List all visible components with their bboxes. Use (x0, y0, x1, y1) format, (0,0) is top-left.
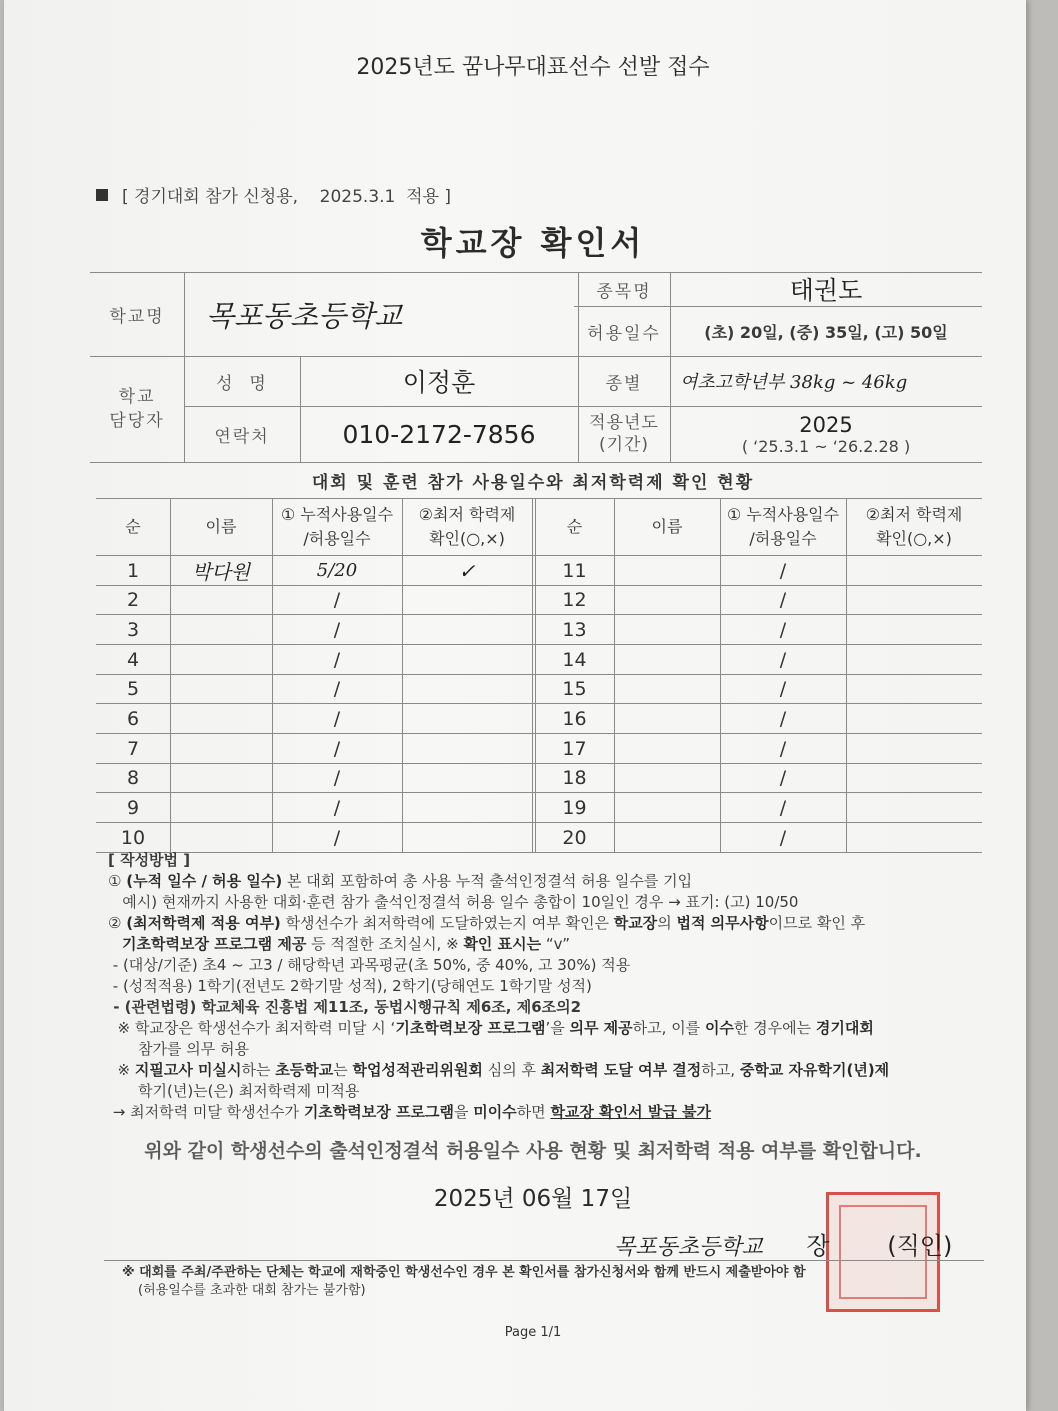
confirmation-statement: 위와 같이 학생선수의 출석인정결석 허용일수 사용 현황 및 최저학력 적용 여부를 확인합니다. (144, 1140, 922, 1162)
row-no: 18 (562, 767, 587, 789)
note-4-cont: 학기(년)는(은) 최저학력제 미적용 (138, 1082, 360, 1100)
header-no-right: 순 (566, 517, 583, 536)
note-2-cont: 기초학력보장 프로그램 제공 등 적절한 조치실시, ※ 확인 표시는 “v” (122, 935, 571, 953)
header-name-right: 이름 (651, 517, 683, 536)
footer-line-2: (허용일수를 초과한 대회 참가는 불가함) (138, 1283, 366, 1298)
row-days: / (333, 678, 341, 700)
note-3: ※ 학교장은 학생선수가 최저학력 미달 시 ‘기초학력보장 프로그램’을 의무 제공하고, 이를 이수한 경우에는 경기대회 (108, 1019, 874, 1037)
sport-label: 종목명 (596, 281, 652, 302)
manager-label: 학교 담당자 (109, 387, 165, 431)
row-no: 9 (126, 796, 140, 819)
row-no: 8 (126, 767, 140, 789)
row-days: / (779, 796, 787, 819)
name-label: 성 명 (216, 373, 268, 394)
header-days-left: ① 누적사용일수 /허용일수 (280, 505, 394, 548)
row-days: / (333, 589, 341, 611)
row-days: / (333, 796, 341, 819)
year-period: ( ‘25.3.1 ~ ‘26.2.28 ) (741, 436, 911, 456)
contact-label: 연락처 (214, 426, 270, 447)
year-value: 2025 (799, 412, 853, 437)
row-days: / (779, 618, 787, 641)
row-no: 20 (562, 826, 587, 849)
allowed-days-value: (초) 20일, (중) 35일, (고) 50일 (704, 322, 948, 342)
row-days: / (333, 707, 341, 730)
note-1: ① (누적 일수 / 허용 일수) 본 대회 포함하여 총 사용 누적 출석인정결석 허용 일수를 기입 (108, 872, 693, 890)
row-days: 5/20 (316, 560, 358, 581)
row-days: / (779, 678, 787, 700)
note-1-example: 예시) 현재까지 사용한 대회·훈련 참가 출석인정결석 허용 일수 총합이 10일인 경우 → 표기: (고) 10/50 (108, 893, 799, 911)
document-subtitle (96, 182, 451, 207)
category-value: 여초고학년부 38kg ~ 46kg (680, 372, 908, 393)
footer-note (122, 1264, 982, 1300)
note-law: - (관련법령) 학교체육 진흥법 제11조, 동법시행규칙 제6조, 제6조의2 (108, 998, 582, 1016)
header-name-left: 이름 (205, 517, 237, 536)
row-days: / (779, 648, 787, 671)
instructions-section (108, 850, 988, 1123)
row-no: 19 (562, 796, 587, 819)
note-3-cont: 참가를 의무 허용 (138, 1040, 249, 1058)
bullet-square-icon (96, 189, 108, 201)
signature-line (614, 1226, 952, 1261)
row-days: / (779, 707, 787, 730)
contact-value: 010-2172-7856 (342, 419, 536, 449)
row-no: 13 (562, 618, 587, 641)
row-no: 15 (562, 678, 587, 700)
row-days: / (333, 618, 341, 641)
row-name: 박다원 (192, 560, 250, 584)
note-grades: - (성적적용) 1학기(전년도 2학기말 성적), 2학기(당해연도 1학기말 성적) (108, 977, 592, 995)
instructions-heading: [ 작성방법 ] (108, 851, 191, 869)
header-check-right: ②최저 학력제 확인(○,×) (865, 505, 963, 548)
page-number: Page 1/1 (504, 1325, 562, 1340)
allowed-days-label: 허용일수 (587, 323, 661, 344)
note-5: → 최저학력 미달 학생선수가 기초학력보장 프로그램을 미이수하면 학교장 확인서 발급 불가 (108, 1103, 712, 1121)
row-check: ✓ (458, 558, 476, 583)
sport-value: 태권도 (789, 276, 863, 305)
row-days: / (333, 737, 341, 760)
row-days: / (779, 589, 787, 611)
header-days-right: ① 누적사용일수 /허용일수 (726, 505, 840, 548)
footer-line-1: ※ 대회를 주최/주관하는 단체는 학교에 재학중인 학생선수인 경우 본 확인서를 참가신청서와 함께 반드시 제출받아야 함 (122, 1265, 806, 1280)
row-days: / (779, 737, 787, 760)
row-no: 10 (120, 826, 146, 849)
row-no: 3 (126, 618, 140, 641)
signature-school-handwritten: 목포동초등학교 (614, 1235, 763, 1260)
row-days: / (333, 826, 341, 849)
category-label: 종별 (605, 373, 643, 394)
header-no-left: 순 (125, 517, 141, 536)
school-name-value: 목포동초등학교 (206, 298, 403, 333)
note-target: - (대상/기준) 초4 ~ 고3 / 해당학년 과목평균(초 50%, 중 40%, 고 30%) 적용 (108, 956, 631, 974)
seal-label: (직인) (887, 1232, 953, 1260)
subtitle-text: [ 경기대회 참가 신청용, 2025.3.1 적용 ] (122, 187, 452, 207)
row-no: 5 (126, 678, 140, 700)
note-2: ② (최저학력제 적용 여부) 학생선수가 최저학력에 도달하였는지 여부 확인은 학교장의 법적 의무사항이므로 확인 후 (108, 914, 866, 932)
row-no: 6 (126, 707, 140, 730)
issue-date: 2025년 06월 17일 (433, 1186, 633, 1212)
document-title: 2025년도 꿈나무대표선수 선발 접수 (356, 55, 710, 80)
row-no: 7 (126, 737, 140, 760)
name-value: 이정훈 (402, 368, 476, 397)
signature-title: 장 (806, 1232, 830, 1260)
row-no: 1 (126, 559, 140, 582)
year-label: 적용년도 (기간) (589, 413, 659, 455)
row-days: / (333, 648, 341, 671)
row-no: 16 (562, 707, 587, 730)
row-days: / (779, 826, 787, 849)
header-check-left: ②최저 학력제 확인(○,×) (418, 505, 516, 548)
row-no: 11 (562, 559, 587, 582)
row-no: 17 (562, 737, 587, 760)
school-label: 학교명 (109, 306, 165, 327)
row-no: 12 (562, 589, 587, 611)
row-no: 14 (562, 648, 587, 671)
row-days: / (333, 767, 341, 789)
row-days: / (779, 559, 787, 582)
main-title: 학교장 확인서 (420, 224, 646, 262)
usage-table-title: 대회 및 훈련 참가 사용일수와 최저학력제 확인 현황 (311, 473, 755, 493)
row-no: 4 (126, 648, 140, 671)
document-page (4, 0, 1026, 1411)
row-days: / (779, 767, 787, 789)
note-4: ※ 지필고사 미실시하는 초등학교는 학업성적관리위원회 심의 후 최저학력 도달 여부 결정하고, 중학교 자유학기(년)제 (108, 1061, 890, 1079)
row-no: 2 (126, 589, 140, 611)
